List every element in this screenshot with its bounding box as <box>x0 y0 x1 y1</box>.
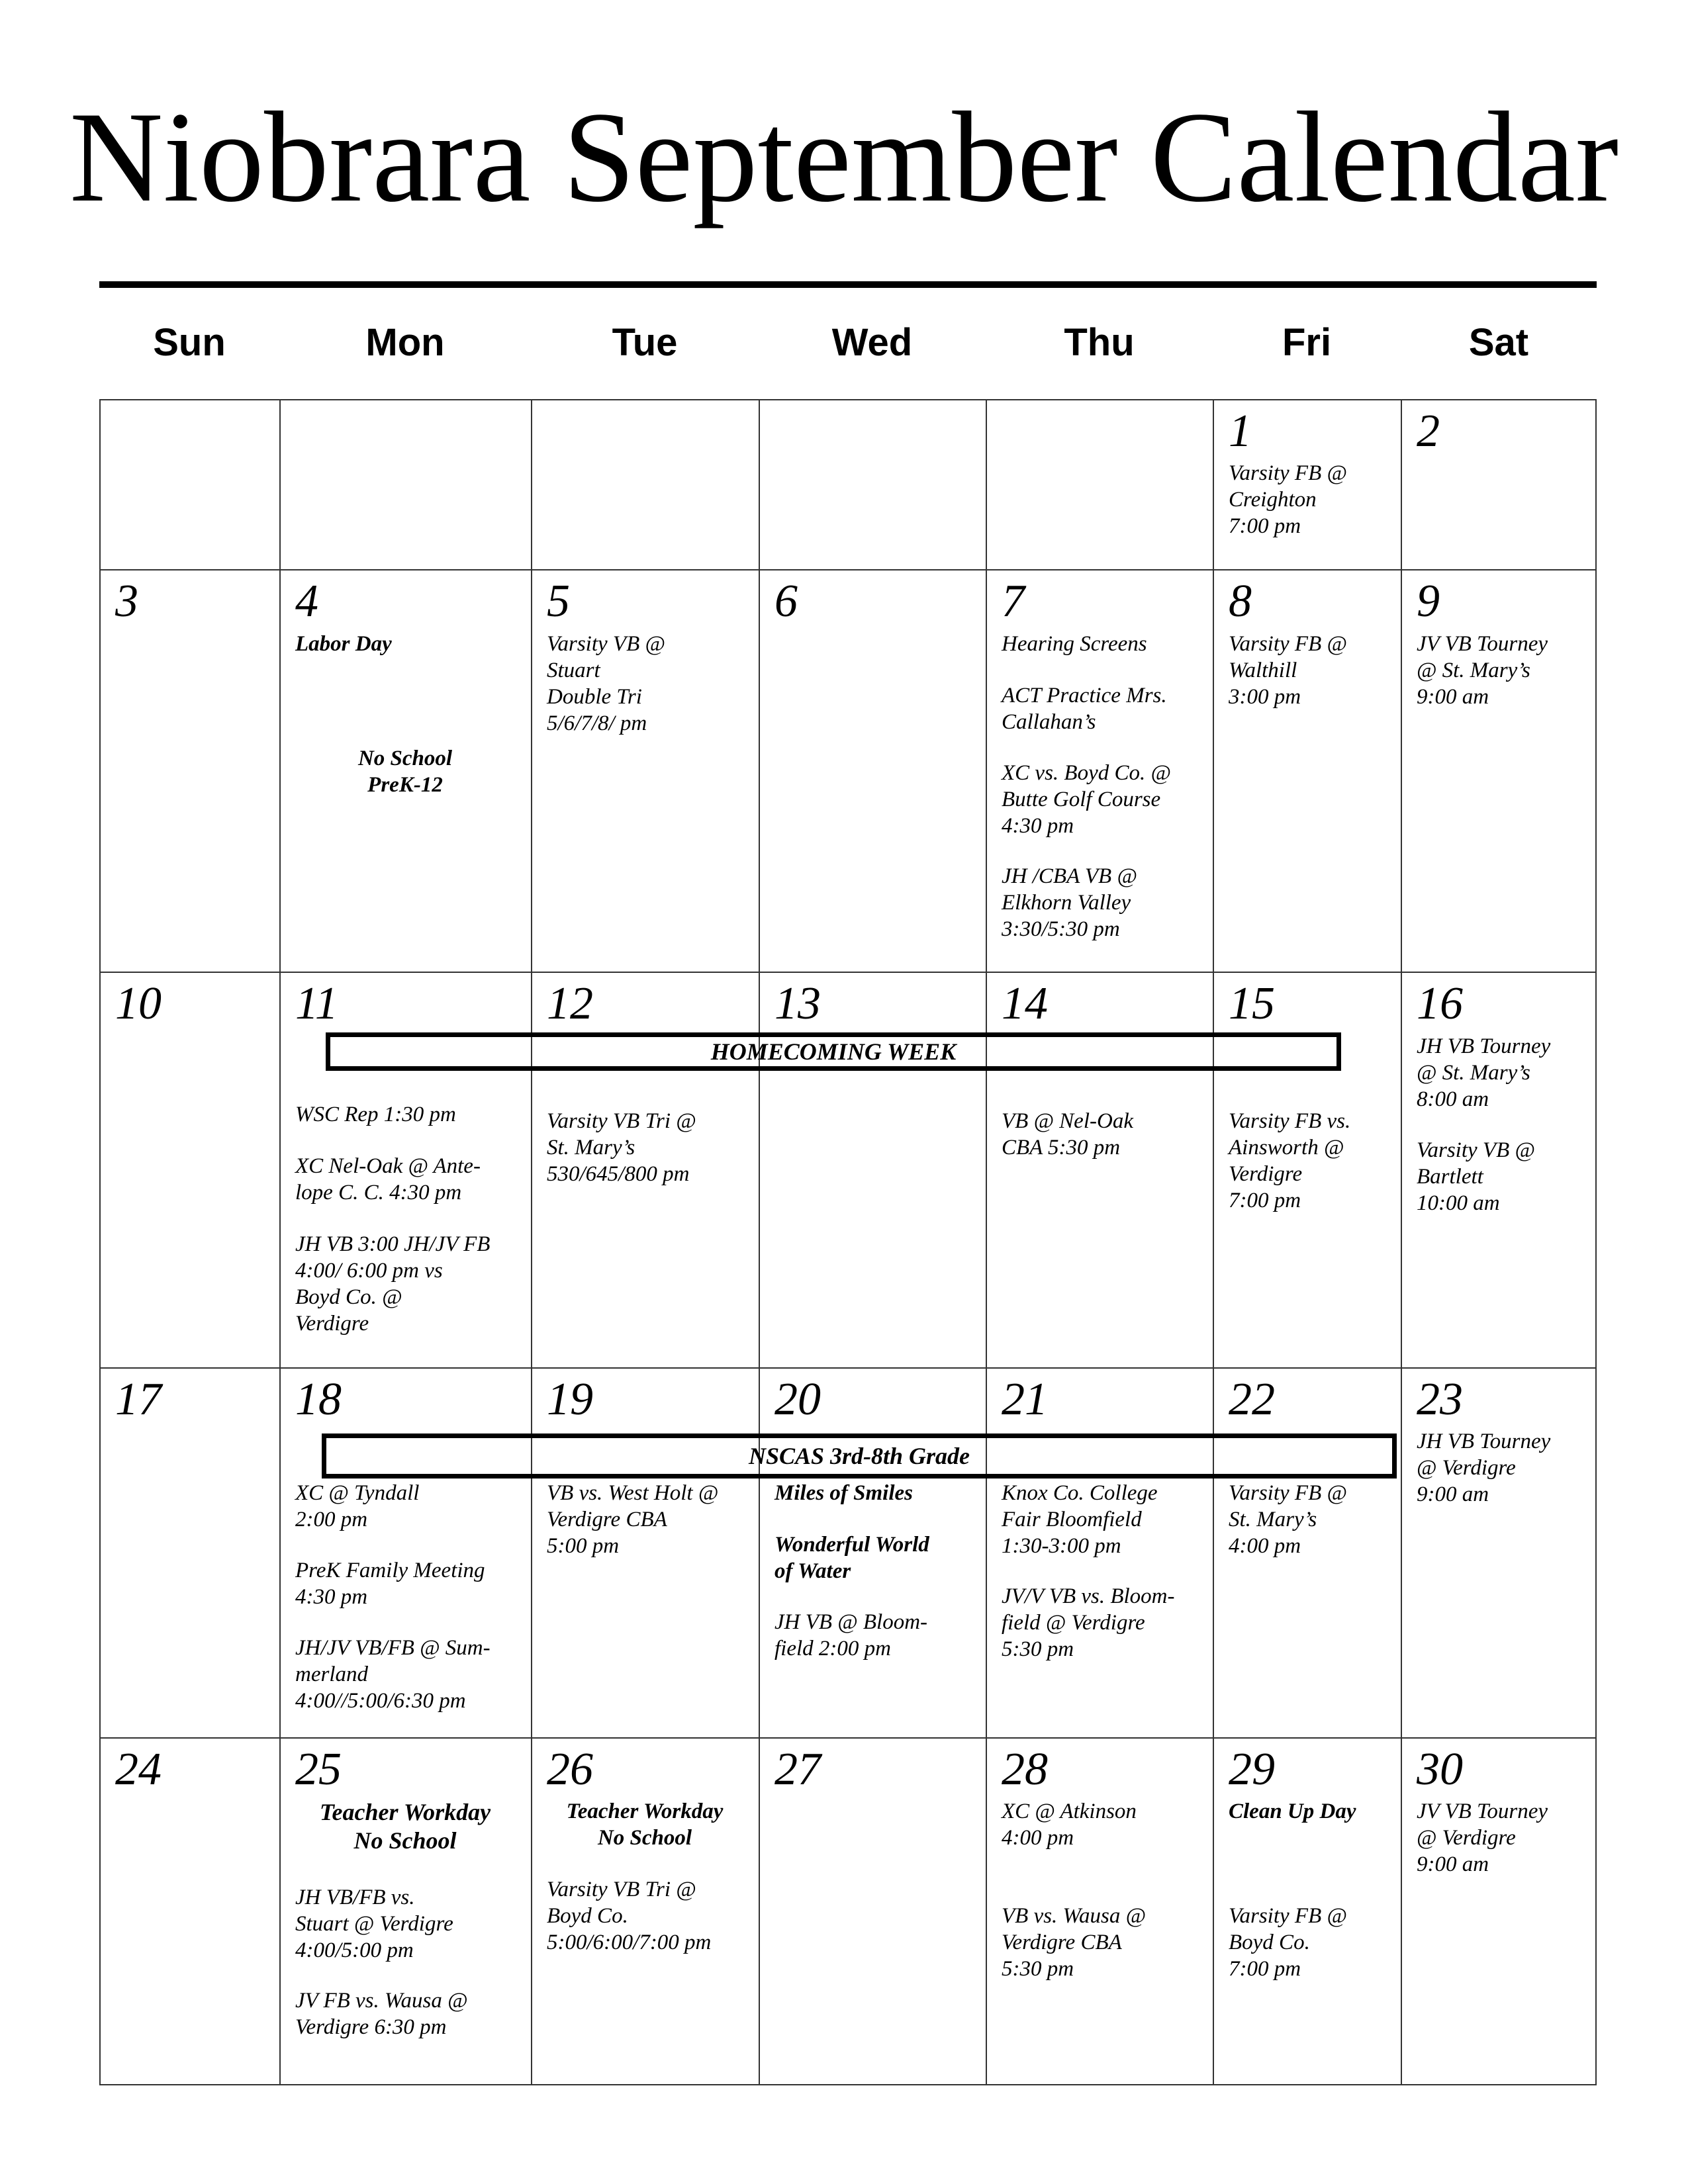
page-title: Niobrara September Calendar <box>69 85 1619 229</box>
day-cell-29 <box>1213 1737 1401 2085</box>
day-number: 8 <box>1229 576 1252 627</box>
event-text: XC @ Tyndall 2:00 pm <box>295 1481 420 1531</box>
day-cell-14 <box>986 972 1213 1367</box>
event-text: JV VB Tourney @ Verdigre 9:00 am <box>1417 1799 1548 1876</box>
day-number: 2 <box>1417 406 1440 457</box>
day-number: 12 <box>547 978 593 1029</box>
day-number: 27 <box>774 1744 821 1795</box>
event-text: JH VB @ Bloom- field 2:00 pm <box>774 1610 928 1661</box>
day-cell-9 <box>1401 569 1597 972</box>
day-number: 24 <box>115 1744 162 1795</box>
event-text: VB @ Nel-Oak CBA 5:30 pm <box>1002 1109 1133 1160</box>
day-cell-17 <box>99 1367 279 1737</box>
event-text: Teacher Workday No School <box>566 1799 724 1850</box>
weekday-sat: Sat <box>1468 321 1529 364</box>
day-cell-1 <box>1213 399 1401 569</box>
weekday-wed: Wed <box>831 321 913 364</box>
event-text: JH VB/FB vs. Stuart @ Verdigre 4:00/5:00 pm <box>295 1886 453 1962</box>
day-number: 30 <box>1417 1744 1463 1795</box>
event-text: JH VB Tourney @ St. Mary’s 8:00 am <box>1417 1034 1551 1111</box>
day-cell-7 <box>986 569 1213 972</box>
day-number: 5 <box>547 576 570 627</box>
event-text: JH VB Tourney @ Verdigre 9:00 am <box>1417 1430 1551 1506</box>
event-text: JV FB vs. Wausa @ Verdigre 6:30 pm <box>295 1989 468 2039</box>
day-cell-21 <box>986 1367 1213 1737</box>
day-cell-30 <box>1401 1737 1597 2085</box>
event-text: Varsity FB @ Walthill 3:00 pm <box>1229 632 1347 709</box>
event-text: PreK Family Meeting 4:30 pm <box>295 1559 485 1609</box>
event-text: JH VB 3:00 JH/JV FB 4:00/ 6:00 pm vs Boyd Co. @ Verdigre <box>295 1232 491 1336</box>
day-number: 13 <box>774 978 821 1029</box>
day-cell-8 <box>1213 569 1401 972</box>
day-cell-11 <box>279 972 531 1367</box>
event-text: Varsity VB Tri @ Boyd Co. 5:00/6:00/7:00 pm <box>547 1878 712 1954</box>
event-text: Varsity FB vs. Ainsworth @ Verdigre 7:00 pm <box>1229 1109 1351 1212</box>
event-text: Varsity VB @ Stuart Double Tri 5/6/7/8/ pm <box>547 632 665 735</box>
day-cell-28 <box>986 1737 1213 2085</box>
event-text: VB vs. Wausa @ Verdigre CBA 5:30 pm <box>1002 1904 1146 1981</box>
event-text: VB vs. West Holt @ Verdigre CBA 5:00 pm <box>547 1481 719 1558</box>
day-number: 4 <box>295 576 318 627</box>
day-cell-12 <box>531 972 759 1367</box>
event-text: Clean Up Day <box>1229 1799 1356 1823</box>
event-text: Teacher Workday No School <box>319 1799 491 1854</box>
event-text: Wonderful World of Water <box>774 1533 929 1583</box>
day-number: 1 <box>1229 406 1252 457</box>
day-cell-24 <box>99 1737 279 2085</box>
day-cell-4 <box>279 569 531 972</box>
event-text: XC vs. Boyd Co. @ Butte Golf Course 4:30 pm <box>1002 761 1171 838</box>
day-number: 29 <box>1229 1744 1275 1795</box>
day-number: 28 <box>1002 1744 1048 1795</box>
event-text: JH/JV VB/FB @ Sum- merland 4:00//5:00/6:30 pm <box>295 1636 491 1713</box>
event-text: Varsity VB @ Bartlett 10:00 am <box>1417 1138 1535 1215</box>
day-cell-15 <box>1213 972 1401 1367</box>
homecoming-week-banner: HOMECOMING WEEK <box>326 1032 1341 1071</box>
day-cell-23 <box>1401 1367 1597 1737</box>
day-cell-26 <box>531 1737 759 2085</box>
day-number: 22 <box>1229 1374 1275 1425</box>
event-text: Varsity FB @ St. Mary’s 4:00 pm <box>1229 1481 1347 1558</box>
day-number: 17 <box>115 1374 162 1425</box>
day-cell-3 <box>99 569 279 972</box>
day-number: 3 <box>115 576 138 627</box>
event-text: Knox Co. College Fair Bloomfield 1:30-3:00 pm <box>1002 1481 1158 1558</box>
day-number: 7 <box>1002 576 1025 627</box>
day-cell-13 <box>759 972 986 1367</box>
day-cell-22 <box>1213 1367 1401 1737</box>
day-number: 25 <box>295 1744 342 1795</box>
day-number: 14 <box>1002 978 1048 1029</box>
event-text: JV/V VB vs. Bloom- field @ Verdigre 5:30 pm <box>1002 1584 1175 1661</box>
day-number: 16 <box>1417 978 1463 1029</box>
event-text: Miles of Smiles <box>774 1481 914 1505</box>
event-text: WSC Rep 1:30 pm <box>295 1103 456 1126</box>
nscas-banner: NSCAS 3rd-8th Grade <box>322 1433 1397 1479</box>
event-text: Varsity FB @ Boyd Co. 7:00 pm <box>1229 1904 1347 1981</box>
day-number: 18 <box>295 1374 342 1425</box>
event-text: Labor Day <box>295 632 392 656</box>
day-cell-6 <box>759 569 986 972</box>
day-number: 15 <box>1229 978 1275 1029</box>
day-cell-16 <box>1401 972 1597 1367</box>
day-cell-2 <box>1401 399 1597 569</box>
event-text: No School PreK-12 <box>357 747 453 797</box>
day-number: 9 <box>1417 576 1440 627</box>
day-number: 6 <box>774 576 798 627</box>
day-number: 26 <box>547 1744 593 1795</box>
day-cell-18 <box>279 1367 531 1737</box>
day-number: 23 <box>1417 1374 1463 1425</box>
day-number: 10 <box>115 978 162 1029</box>
day-cell-20 <box>759 1367 986 1737</box>
event-text: JV VB Tourney @ St. Mary’s 9:00 am <box>1417 632 1548 709</box>
day-cell-25 <box>279 1737 531 2085</box>
day-number: 11 <box>295 978 338 1029</box>
event-text: JH /CBA VB @ Elkhorn Valley 3:30/5:30 pm <box>1002 864 1137 941</box>
weekday-thu: Thu <box>1064 321 1135 364</box>
event-text: XC Nel-Oak @ Ante- lope C. C. 4:30 pm <box>295 1154 481 1205</box>
event-text: ACT Practice Mrs. Callahan’s <box>1002 684 1167 734</box>
event-text: XC @ Atkinson 4:00 pm <box>1002 1799 1137 1850</box>
event-text: Varsity FB @ Creighton 7:00 pm <box>1229 461 1347 538</box>
title-rule <box>99 281 1597 288</box>
weekday-mon: Mon <box>365 321 445 364</box>
day-cell-19 <box>531 1367 759 1737</box>
event-text: Hearing Screens <box>1002 632 1147 656</box>
day-cell-27 <box>759 1737 986 2085</box>
day-number: 21 <box>1002 1374 1048 1425</box>
weekday-fri: Fri <box>1282 321 1332 364</box>
weekday-sun: Sun <box>153 321 226 364</box>
day-number: 20 <box>774 1374 821 1425</box>
day-cell-5 <box>531 569 759 972</box>
day-number: 19 <box>547 1374 593 1425</box>
weekday-tue: Tue <box>612 321 678 364</box>
event-text: Varsity VB Tri @ St. Mary’s 530/645/800 pm <box>547 1109 696 1186</box>
day-cell-10 <box>99 972 279 1367</box>
